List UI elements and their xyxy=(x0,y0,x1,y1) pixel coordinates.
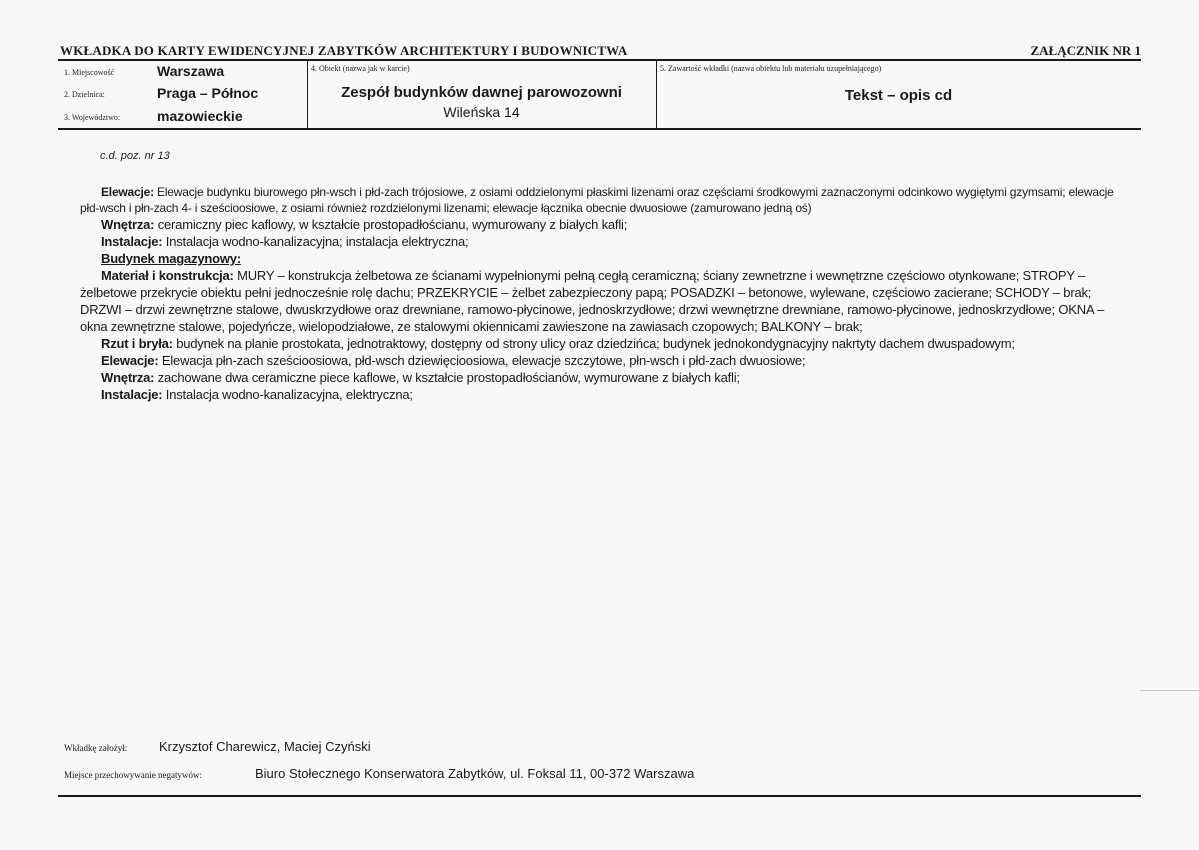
section-paragraph xyxy=(80,267,1120,335)
section-text: Instalacja wodno-kanalizacyjna, elektryczna; xyxy=(162,387,413,402)
author-value: Krzysztof Charewicz, Maciej Czyński xyxy=(159,739,371,754)
section-paragraph xyxy=(80,386,1120,403)
section-heading: Instalacje: xyxy=(101,387,163,402)
section-text: MURY – konstrukcja żelbetowa ze ścianami wypełnionymi pełną cegłą ceramiczną; ściany zewnetrzne i wewnętrzne częściowo otynkowane; STROPY – żelbetowe przekrycie obiektu pełni jednocześnie rolę dachu; PRZEKRYCIE – żelbet zabezpieczony papą; POSADZKI – betonowe, wylewane, częściowo zacierane; SCHODY – brak; DRZWI – drzwi zewnętrzne stalowe, dwuskrzydłowe oraz drewniane, ramowo-płycinowe, jednoskrzydłowe; drzwi wewnętrzne drewniane, ramowo-płycinowe, jednoskrzydłowe; OKNA – okna zewnętrzne stalowe, pojedyńcze, wielopodziałowe, ze stalowymi okiennicami zawieszone na zawiasach czopowych; BALKONY – brak; xyxy=(80,268,1105,334)
section-heading: Materiał i konstrukcja: xyxy=(101,268,234,283)
section-heading: Elewacje: xyxy=(101,185,154,199)
section-text: budynek na planie prostokata, jednotraktowy, dostępny od strony ulicy oraz dziedzińca; budynek jednokondygnacyjny nakrtyty dachem dwuspadowym; xyxy=(172,336,1015,351)
storage-value: Biuro Stołecznego Konserwatora Zabytków, ul. Foksal 11, 00-372 Warszawa xyxy=(255,766,695,781)
section-text: zachowane dwa ceramiczne piece kaflowe, w kształcie prostopadłościanów, wymurowane z białych kafli; xyxy=(154,370,740,385)
section-paragraph xyxy=(80,184,1120,216)
section-heading: Instalacje: xyxy=(101,234,163,249)
section-paragraph xyxy=(80,352,1120,369)
section-heading: Wnętrza: xyxy=(101,217,155,232)
voivodeship-label: 3. Województwo: xyxy=(64,113,121,122)
description-body xyxy=(80,184,1120,403)
section-text: ceramiczny piec kaflowy, w kształcie prostopadłościanu, wymurowany z białych kafli; xyxy=(154,217,628,232)
top-rule xyxy=(58,59,1141,61)
section-heading: Rzut i bryła: xyxy=(101,336,173,351)
object-label: 4. Obiekt (nazwa jak w karcie) xyxy=(311,64,410,73)
section-text: Elewacje budynku biurowego płn-wsch i płd-zach trójosiowe, z osiami oddzielonymi płaskimi lizenami oraz częściami środkowymi zaznaczonymi odcinkowo wygiętymi gzymsami; elewacje płd-wsch i płn-zach 4- i sześcioosiowe, z osiami również rozdzielonymi lizenami; elewacje łącznika obecnie dwuosiowe (zamurowano jedną oś) xyxy=(80,185,1114,215)
section-paragraph xyxy=(80,250,1120,267)
section-paragraph xyxy=(80,216,1120,233)
locality-value: Warszawa xyxy=(157,63,225,79)
locality-label: 1. Miejscowość xyxy=(64,68,115,77)
fold-mark xyxy=(1140,690,1199,691)
object-name: Zespół budynków dawnej parowozowni xyxy=(341,84,622,101)
section-paragraph xyxy=(80,369,1120,386)
document-title: WKŁADKA DO KARTY EWIDENCYJNEJ ZABYTKÓW ARCHITEKTURY I BUDOWNICTWA xyxy=(60,43,628,58)
district-label: 2. Dzielnica: xyxy=(64,90,105,99)
header-box-rule xyxy=(58,128,1141,130)
object-address: Wileńska 14 xyxy=(443,104,520,120)
author-label: Wkładkę założył: xyxy=(64,743,128,753)
bottom-rule xyxy=(58,795,1141,797)
annex-label: ZAŁĄCZNIK NR 1 xyxy=(1030,43,1141,58)
content-value: Tekst – opis cd xyxy=(844,87,953,104)
continuation-note: c.d. poz. nr 13 xyxy=(100,150,170,162)
section-text: Instalacja wodno-kanalizacyjna; instalacja elektryczna; xyxy=(162,234,469,249)
section-paragraph xyxy=(80,233,1120,250)
section-paragraph xyxy=(80,335,1120,352)
section-heading: Elewacje: xyxy=(101,353,159,368)
district-value: Praga – Północ xyxy=(157,85,259,101)
subheading-warehouse: Budynek magazynowy: xyxy=(101,251,241,266)
storage-label: Miejsce przechowywanie negatywów: xyxy=(64,770,202,780)
voivodeship-value: mazowieckie xyxy=(157,108,243,124)
content-label: 5. Zawartość wkładki (nazwa obiektu lub materiału uzupełniającego) xyxy=(660,64,882,73)
section-text: Elewacja płn-zach sześcioosiowa, płd-wsch dziewięcioosiowa, elewacje szczytowe, płn-wsch i płd-zach dwuosiowe; xyxy=(158,353,806,368)
section-heading: Wnętrza: xyxy=(101,370,155,385)
